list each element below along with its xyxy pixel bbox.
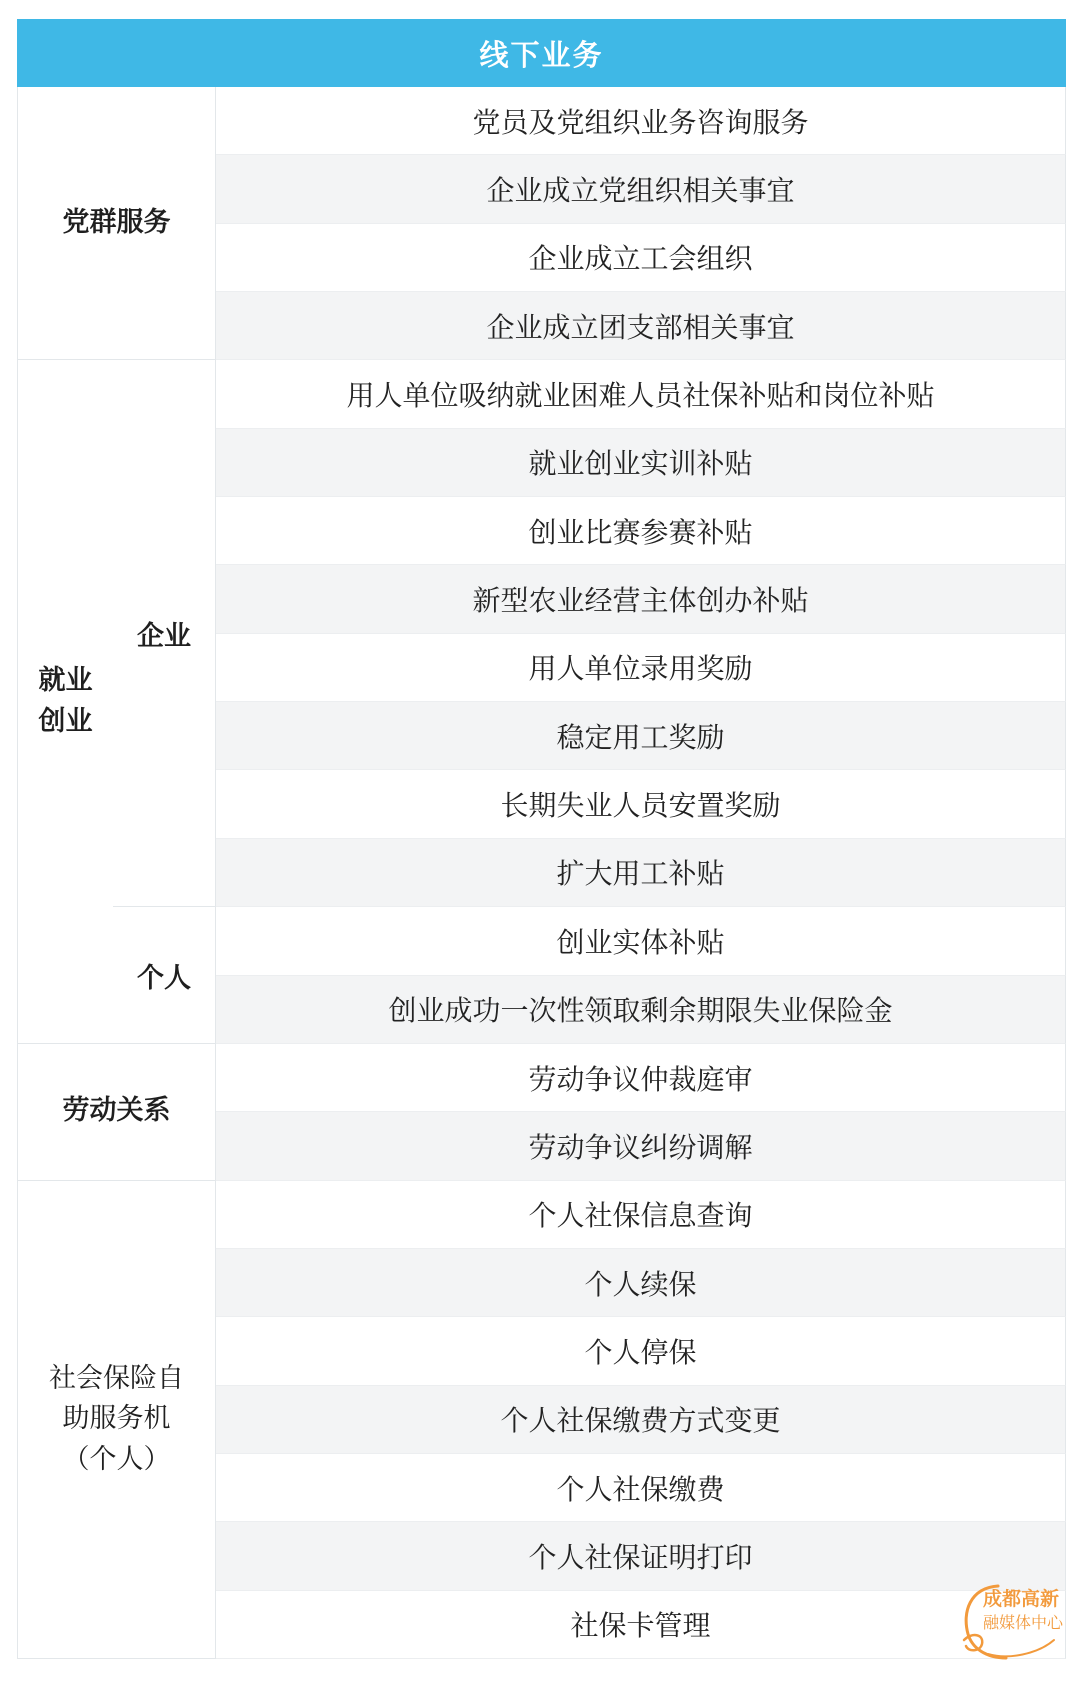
- table-row: 扩大用工补贴: [216, 839, 1066, 907]
- subcategory-individual: 个人: [113, 907, 216, 1044]
- table-row: 企业成立党组织相关事宜: [216, 155, 1066, 223]
- table-row: 个人社保信息查询: [216, 1181, 1066, 1249]
- table-row: 用人单位录用奖励: [216, 634, 1066, 702]
- category-employment: 就业 创业: [17, 360, 113, 1043]
- subcategory-enterprise: 企业: [113, 360, 216, 907]
- table-row: 党员及党组织业务咨询服务: [216, 87, 1066, 155]
- watermark-line1: 成都高新: [983, 1588, 1060, 1610]
- table-row: 个人续保: [216, 1249, 1066, 1317]
- table-row: 创业成功一次性领取剩余期限失业保险金: [216, 976, 1066, 1044]
- table-row: 企业成立团支部相关事宜: [216, 292, 1066, 360]
- category-party-services: 党群服务: [17, 87, 216, 360]
- table-row: 长期失业人员安置奖励: [216, 770, 1066, 838]
- media-center-watermark: [958, 1582, 1068, 1662]
- watermark-line2: 融媒体中心: [983, 1613, 1064, 1632]
- table-row: 个人停保: [216, 1317, 1066, 1385]
- table-row: 劳动争议纠纷调解: [216, 1112, 1066, 1180]
- table-row: 用人单位吸纳就业困难人员社保补贴和岗位补贴: [216, 360, 1066, 428]
- table-row: 社保卡管理: [216, 1591, 1066, 1659]
- table-row: 企业成立工会组织: [216, 224, 1066, 292]
- table-row: 就业创业实训补贴: [216, 429, 1066, 497]
- category-social-insurance-kiosk: 社会保险自 助服务机 （个人）: [17, 1181, 216, 1659]
- table-row: 创业实体补贴: [216, 907, 1066, 975]
- category-labor-relations: 劳动关系: [17, 1044, 216, 1181]
- table-row: 个人社保缴费: [216, 1454, 1066, 1522]
- table-row: 创业比赛参赛补贴: [216, 497, 1066, 565]
- table-header: 线下业务: [17, 19, 1066, 87]
- table-row: 劳动争议仲裁庭审: [216, 1044, 1066, 1112]
- table-row: 新型农业经营主体创办补贴: [216, 565, 1066, 633]
- table-row: 个人社保缴费方式变更: [216, 1386, 1066, 1454]
- table-row: 稳定用工奖励: [216, 702, 1066, 770]
- table-row: 个人社保证明打印: [216, 1522, 1066, 1590]
- table-body: [17, 87, 1066, 1659]
- services-table: [17, 19, 1066, 1659]
